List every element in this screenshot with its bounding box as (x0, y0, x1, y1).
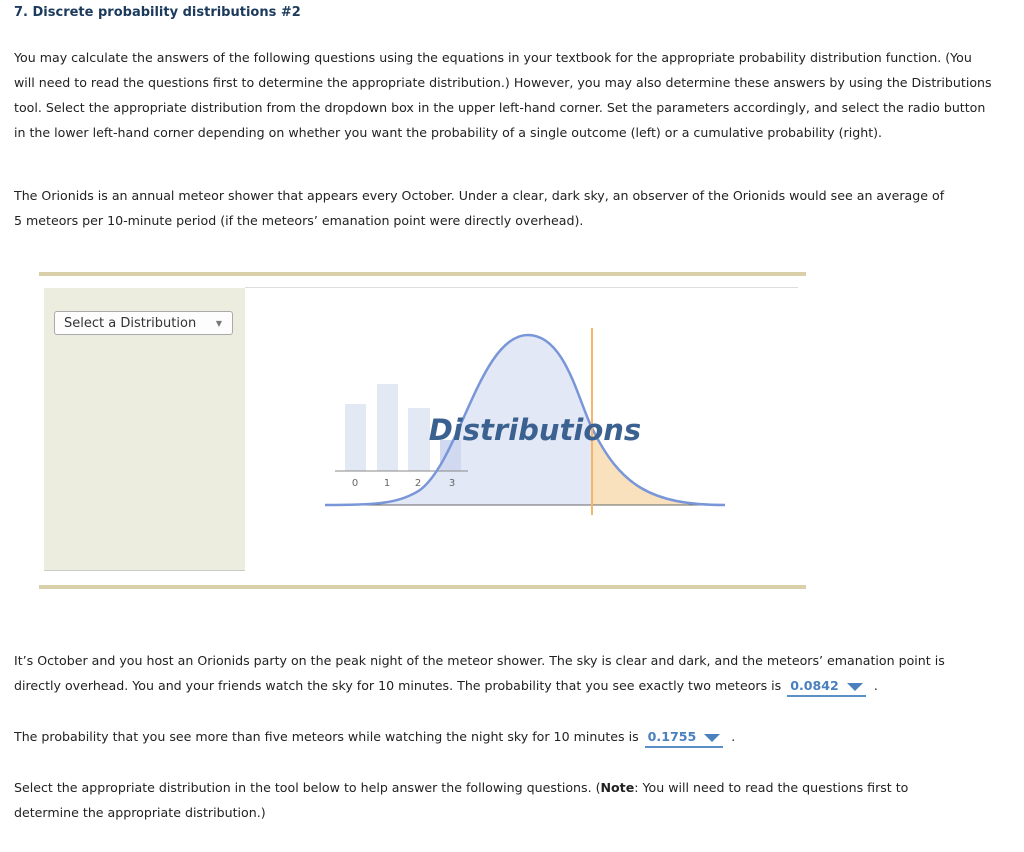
tool-divider (245, 287, 798, 288)
dropdown-arrow-icon (704, 734, 720, 742)
bar-2 (408, 408, 430, 471)
answer-1-dropdown[interactable] (787, 677, 866, 697)
note-pre: Select the appropriate distribution in the tool below to help answer the following questions. ( (14, 780, 601, 795)
dropdown-arrow-icon (847, 683, 863, 691)
scenario-line-2: 5 meteors per 10-minute period (if the meteors’ emanation point were directly overhead). (14, 213, 584, 228)
instructions-paragraph: You may calculate the answers of the following questions using the equations in your textbook for the appropriate probability distribution function. (You will need to read the questions first to determine the appropriate distribution.) However, you may also determine these answers by using the Distributions tool. Select the appropriate distribution from the dropdown box in the upper left-hand corner. Set the parameters accordingly, and select the radio button in the lower left-hand corner depending on whether you want the probability of a single outcome (left) or a cumulative probability (right). (14, 50, 992, 140)
tick-0: 0 (351, 478, 359, 489)
note-post: : You will need to read the questions first to determine the appropriate distribution.) (14, 780, 909, 820)
distribution-select[interactable] (54, 311, 233, 335)
tool-top-border (39, 272, 806, 276)
distributions-splash-image (320, 320, 740, 520)
note-paragraph (14, 775, 954, 825)
distribution-select-label: Select a Distribution (64, 316, 197, 331)
splash-title: Distributions (428, 413, 642, 447)
period: . (731, 729, 736, 744)
note-bold: Note (600, 780, 635, 795)
question-2 (14, 724, 994, 749)
period: . (873, 678, 878, 693)
question-1-text: It’s October and you host an Orionids party on the peak night of the meteor shower. The sky is clear and dark, and the meteors’ emanation point is directly overhead. You and your friends watch the sky for 10 minutes. The probability that you see exactly two meteors is (14, 653, 945, 693)
answer-1-value: 0.0842 (790, 678, 839, 693)
tool-bottom-border (39, 585, 806, 589)
bar-1 (377, 384, 398, 471)
tick-1: 1 (383, 478, 391, 489)
question-1 (14, 648, 994, 698)
bar-0 (345, 404, 366, 471)
tick-3: 3 (448, 478, 456, 489)
answer-2-dropdown[interactable] (645, 728, 724, 748)
question-title: 7. Discrete probability distributions #2 (14, 5, 301, 20)
answer-2-value: 0.1755 (647, 729, 697, 744)
scenario-paragraph (14, 183, 994, 233)
question-2-text: The probability that you see more than five meteors while watching the night sky for 10 minutes is (14, 729, 639, 744)
tick-2: 2 (414, 478, 422, 489)
scenario-line-1: The Orionids is an annual meteor shower that appears every October. Under a clear, dark sky, an observer of the Orionids would see an average of (14, 188, 945, 203)
chevron-down-icon: ▼ (215, 319, 222, 328)
